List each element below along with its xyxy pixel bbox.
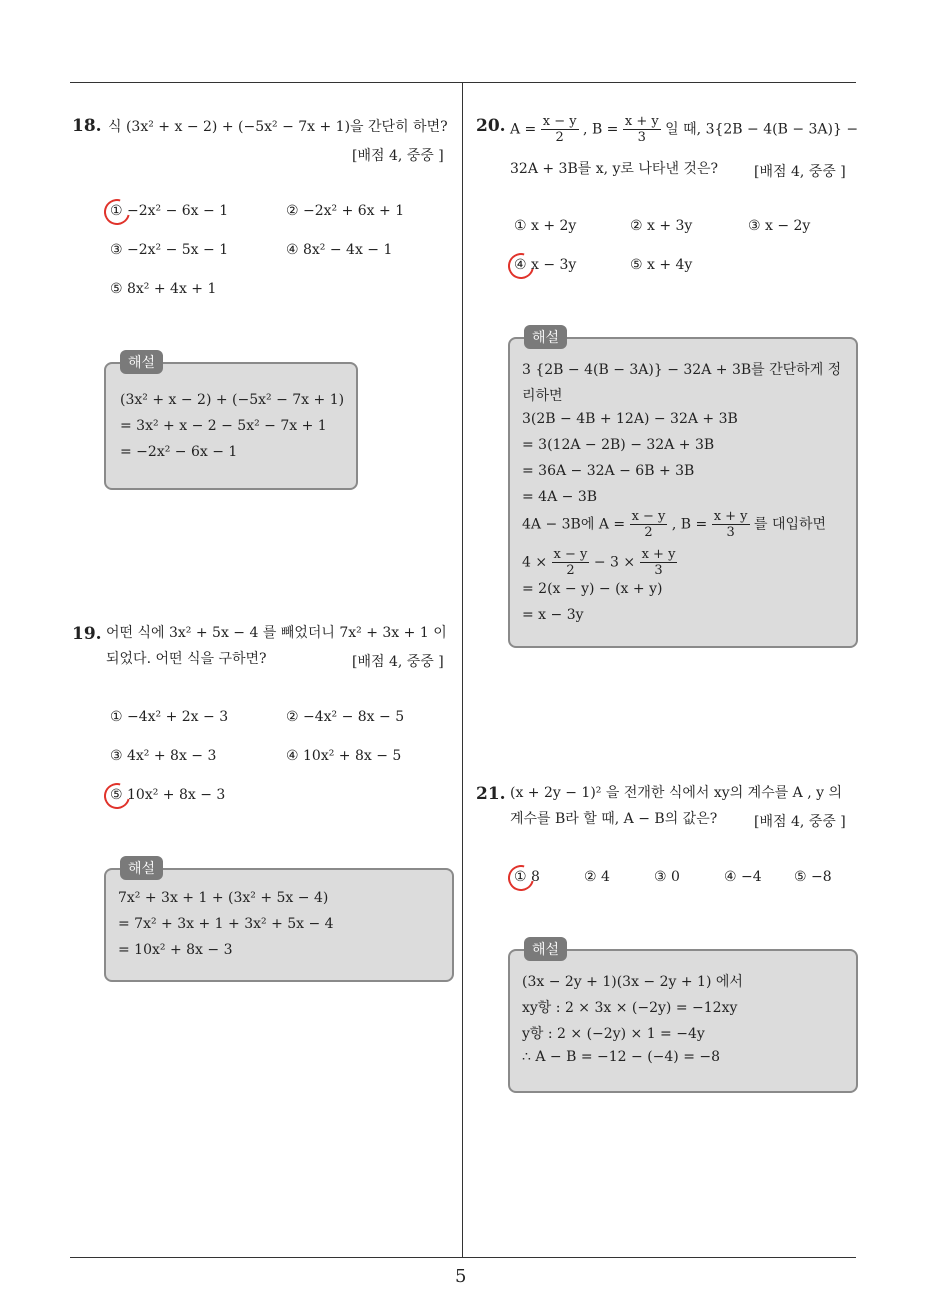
explanation-line: = 36A − 32A − 6B + 3B (522, 463, 695, 479)
substitution-line (522, 509, 826, 540)
fraction-b (640, 547, 678, 578)
question-text-tail: 일 때, 3{2B − 4(B − 3A)} − (665, 121, 859, 138)
question-text-line1: (x + 2y − 1)² 을 전개한 식에서 xy의 계수를 A , y 의 (510, 785, 843, 801)
fraction-denominator: 2 (644, 525, 653, 540)
fraction-a (552, 547, 590, 578)
question-number: 20. (476, 116, 506, 136)
substitution-prefix: 4A − 3B에 A = (522, 516, 626, 533)
choice-4[interactable]: ④ −4 (724, 869, 762, 885)
choice-5[interactable]: ⑤ 10x² + 8x − 3 (110, 787, 226, 803)
explanation-line: (3x² + x − 2) + (−5x² − 7x + 1) (120, 392, 345, 408)
explanation-line: = 3(12A − 2B) − 32A + 3B (522, 437, 715, 453)
explanation-line: 3 {2B − 4(B − 3A)} − 32A + 3B를 간단하게 정 (522, 362, 842, 378)
question-meta: [배점 4, 중중 ] (352, 148, 444, 164)
fraction-denominator: 2 (566, 563, 575, 578)
explanation-box (508, 337, 858, 648)
choice-2[interactable]: ② 4 (584, 869, 610, 885)
fraction-numerator: x − y (631, 509, 666, 524)
answer-mark (99, 194, 135, 230)
choice-3[interactable]: ③ 0 (654, 869, 680, 885)
choice-2[interactable]: ② x + 3y (630, 218, 693, 234)
fraction-numerator: x − y (553, 547, 588, 562)
answer-mark (503, 248, 539, 284)
fraction-a (630, 509, 668, 540)
choice-5[interactable]: ⑤ x + 4y (630, 257, 693, 273)
explanation-line: 리하면 (522, 388, 563, 404)
substitution-middle: , B = (671, 516, 708, 533)
fraction-numerator: x − y (542, 114, 577, 129)
fraction-b (712, 509, 750, 540)
explanation-tab: 해설 (524, 325, 567, 349)
choice-4[interactable]: ④ x − 3y (514, 257, 577, 273)
choice-5[interactable]: ⑤ −8 (794, 869, 832, 885)
question-text-line2: 되었다. 어떤 식을 구하면? (106, 651, 267, 667)
choice-1[interactable]: ① −4x² + 2x − 3 (110, 709, 229, 725)
explanation-line: = 7x² + 3x + 1 + 3x² + 5x − 4 (118, 916, 334, 932)
question-meta: [배점 4, 중중 ] (754, 814, 846, 830)
choice-2[interactable]: ② −2x² + 6x + 1 (286, 203, 405, 219)
explanation-box (104, 362, 358, 490)
column-divider (462, 82, 463, 1257)
fraction-denominator: 2 (555, 130, 564, 145)
answer-mark (99, 778, 135, 814)
explanation-tab: 해설 (120, 350, 163, 374)
question-text-line1: 어떤 식에 3x² + 5x − 4 를 빼었더니 7x² + 3x + 1 이 (106, 625, 447, 641)
fraction-denominator: 3 (637, 130, 646, 145)
explanation-line: y항 : 2 × (−2y) × 1 = −4y (522, 1026, 705, 1042)
question-number: 19. (72, 624, 102, 644)
fraction-numerator: x + y (641, 547, 676, 562)
calc-prefix: 4 × (522, 554, 548, 571)
explanation-line: xy항 : 2 × 3x × (−2y) = −12xy (522, 1000, 738, 1016)
formula-a-lhs: A = (510, 121, 537, 138)
fraction-numerator: x + y (624, 114, 659, 129)
question-number: 21. (476, 784, 506, 804)
fraction-denominator: 3 (726, 525, 735, 540)
page-number: 5 (455, 1266, 467, 1287)
explanation-line: = 10x² + 8x − 3 (118, 942, 233, 958)
top-rule (70, 82, 856, 83)
choice-3[interactable]: ③ −2x² − 5x − 1 (110, 242, 229, 258)
explanation-line: (3x − 2y + 1)(3x − 2y + 1) 에서 (522, 974, 743, 990)
question-meta: [배점 4, 중중 ] (754, 164, 846, 180)
explanation-tab: 해설 (120, 856, 163, 880)
formula-b-lhs: , B = (583, 121, 619, 138)
explanation-tab: 해설 (524, 937, 567, 961)
choice-3[interactable]: ③ x − 2y (748, 218, 811, 234)
choice-5[interactable]: ⑤ 8x² + 4x + 1 (110, 281, 217, 297)
explanation-line: 7x² + 3x + 1 + (3x² + 5x − 4) (118, 890, 329, 906)
answer-mark (503, 860, 539, 896)
question-text-line1 (510, 114, 858, 145)
substitution-suffix: 를 대입하면 (753, 516, 827, 533)
fraction-denominator: 3 (654, 563, 663, 578)
choice-1[interactable]: ① x + 2y (514, 218, 577, 234)
question-text: 식 (3x² + x − 2) + (−5x² − 7x + 1)을 간단히 하면? (108, 119, 448, 135)
explanation-line: = x − 3y (522, 607, 584, 623)
choice-4[interactable]: ④ 8x² − 4x − 1 (286, 242, 393, 258)
fraction-numerator: x + y (713, 509, 748, 524)
fraction-a (541, 114, 579, 145)
choice-4[interactable]: ④ 10x² + 8x − 5 (286, 748, 402, 764)
explanation-line: = −2x² − 6x − 1 (120, 444, 238, 460)
explanation-line: = 3x² + x − 2 − 5x² − 7x + 1 (120, 418, 327, 434)
calc-middle: − 3 × (593, 554, 636, 571)
explanation-box (508, 949, 858, 1093)
explanation-line: = 4A − 3B (522, 489, 598, 505)
question-meta: [배점 4, 중중 ] (352, 654, 444, 670)
question-text-line2: 계수를 B라 할 때, A − B의 값은? (510, 811, 718, 827)
choice-1[interactable]: ① 8 (514, 869, 540, 885)
choice-2[interactable]: ② −4x² − 8x − 5 (286, 709, 405, 725)
choice-3[interactable]: ③ 4x² + 8x − 3 (110, 748, 217, 764)
bottom-rule (70, 1257, 856, 1258)
explanation-line: ∴ A − B = −12 − (−4) = −8 (522, 1049, 721, 1065)
choice-1[interactable]: ① −2x² − 6x − 1 (110, 203, 229, 219)
question-text-line2: 32A + 3B를 x, y로 나타낸 것은? (510, 161, 718, 177)
question-number: 18. (72, 116, 102, 136)
explanation-box (104, 868, 454, 982)
calculation-line (522, 547, 677, 578)
explanation-line: = 2(x − y) − (x + y) (522, 581, 663, 597)
fraction-b (623, 114, 661, 145)
explanation-line: 3(2B − 4B + 12A) − 32A + 3B (522, 411, 738, 427)
